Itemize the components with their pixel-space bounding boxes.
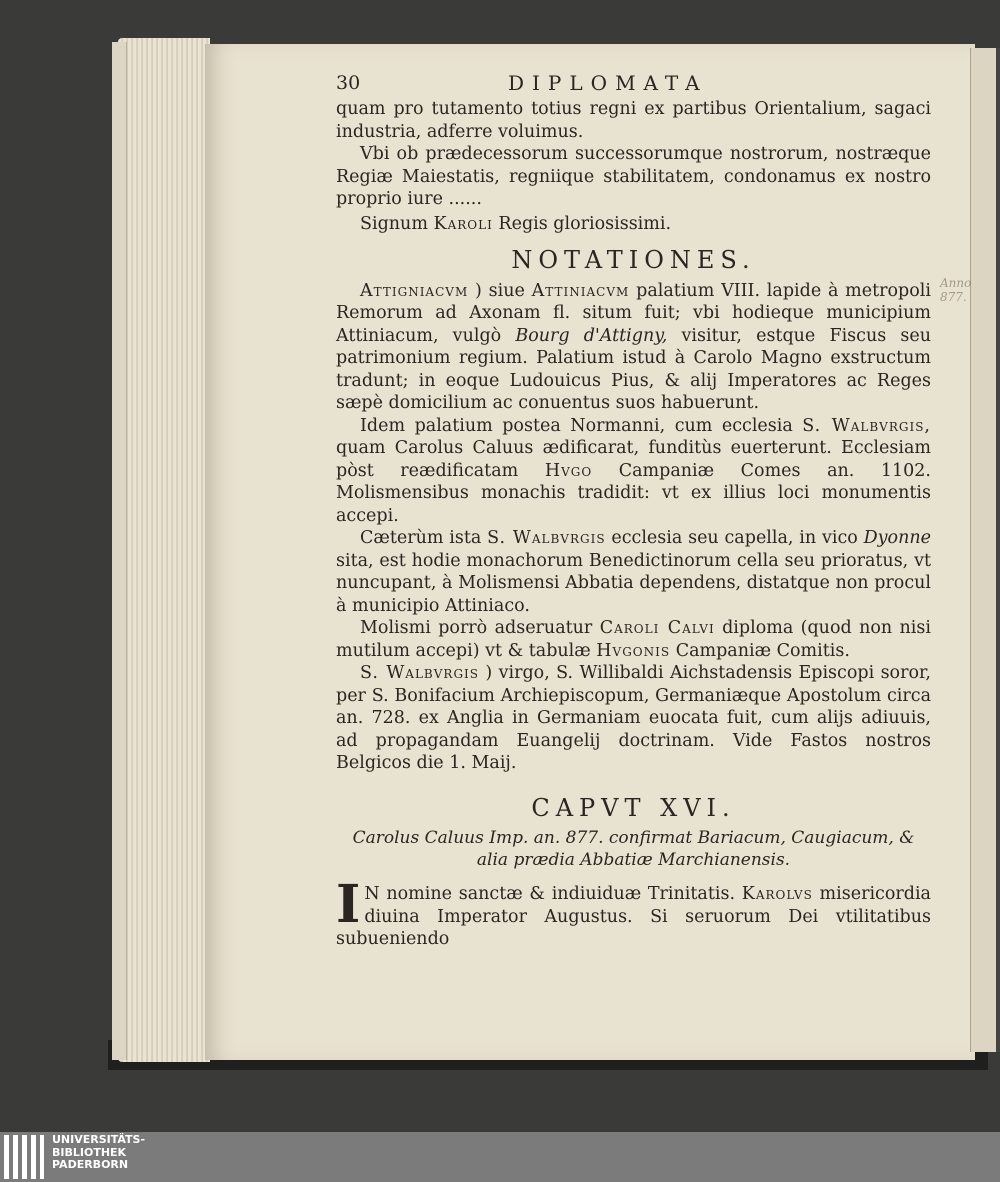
logo-line-2: BIBLIOTHEK [52, 1145, 127, 1159]
page-number: 30 [336, 72, 361, 94]
text-fragment: ecclesia seu capella, in vico [611, 528, 858, 548]
name-caroli-calvi: Caroli Calvi [599, 618, 715, 638]
text-fragment: ) virgo, S. Willibaldi Aichstadensis Episcopi soror, per S. Bonifacium Archiepiscopum, Germaniæque Apostolum circa an. 728. ex Anglia in Germaniam euocata fuit, cum alijs adiuuis, ad propagandam Euangelij doctrinam. Vide Fastos nostros Belgicos die 1. Maij. [336, 663, 931, 773]
text-fragment: Campaniæ Comes an. 1102. Molismensibus monachis tradidit: vt ex illius loci monumentis accepi. [336, 460, 931, 526]
logo-line-3: PADERBORN [52, 1158, 129, 1171]
lemma-attiniacum: Attiniacvm [531, 280, 630, 301]
text-fragment: diploma (quod non nisi mutilum accepi) vt & tabulæ [336, 618, 931, 661]
page-header [336, 72, 931, 98]
library-logo-text [52, 1134, 145, 1172]
text-fragment: misericordia diuina Imperator Augustus. Si seruorum Dei vtilitatibus subueniendo [336, 884, 931, 949]
logo-line-1: UNIVERSITÄTS- [52, 1133, 146, 1146]
running-head: DIPLOMATA [508, 71, 708, 95]
text-fragment: sita, est hodie monachorum Benedictinorum cella seu prioratus, vt nuncupant, à Molismensi Abbatia dependens, distatque non procul à municipio Attiniaco. [336, 550, 931, 616]
margin-note: Anno 877. [940, 276, 972, 304]
caput-subtitle [336, 827, 931, 871]
caput-body-text [336, 874, 931, 951]
paragraph-vbi: Vbi ob prædecessorum successorumque nostrorum, nostræque Regiæ Maiestatis, regniique stabilitatem, condonamus ex nostro proprio iure ...... [336, 144, 931, 209]
signum-line [336, 213, 931, 236]
text-fragment: Cæterùm ista [360, 528, 482, 548]
text-fragment: Idem palatium postea Normanni, cum ecclesia [360, 415, 793, 436]
library-bars-logo-icon [4, 1135, 46, 1179]
notationes-paragraph-3 [336, 527, 931, 617]
text-fragment: Campaniæ Comitis. [675, 640, 850, 661]
line-intro: quam pro tutamento totius regni ex partibus Orientalium, sagaci industria, adferre voluimus. [336, 99, 931, 142]
drop-cap: I [336, 874, 361, 935]
notationes-paragraph-5 [336, 662, 931, 775]
notationes-paragraph-4 [336, 617, 931, 662]
subtitle-line-2: alia prædia Abbatiæ Marchianensis. [476, 850, 791, 870]
page-text [336, 72, 931, 951]
notationes-paragraph-1 [336, 280, 931, 415]
name-walburgis: S. Walbvrgis [487, 528, 606, 548]
text-fragment: Molismi porrò adseruatur [360, 618, 593, 638]
text-fragment: N nomine sanctæ & indiuiduæ Trinitatis. [364, 884, 736, 904]
name-hugo: Hvgo [544, 460, 593, 481]
signum-suffix: Regis gloriosissimi. [498, 213, 672, 234]
text-fragment: palatium VIII. lapide à metropoli Remorum ad Axonam fl. situm fuit; vbi hodieque municipium Attiniacum, vulgò [336, 280, 931, 346]
name-walburgis: S. Walbvrgis, [802, 415, 931, 436]
notationes-paragraph-2 [336, 415, 931, 528]
notationes-heading: NOTATIONES. [511, 246, 756, 274]
name-hugonis: Hvgonis [596, 640, 671, 661]
signum-name: Karoli [433, 213, 493, 234]
subtitle-line-1: Carolus Caluus Imp. an. 877. confirmat Bariacum, Caugiacum, & [352, 828, 915, 848]
text-fragment: visitur, estque Fiscus seu patrimonium regium. Palatium istud à Carolo Magno exstructum tradunt; in eoque Ludouicus Pius, & alij Imperatores ac Reges sæpè domicilium ac conuentus suos habuerunt. [336, 325, 931, 413]
lemma-walburgis: S. Walbvrgis [360, 663, 480, 683]
text-fragment: ) siue [475, 280, 525, 301]
page-edges [118, 38, 210, 1062]
right-border [996, 48, 1000, 1052]
caput-heading: CAPVT XVI. [531, 793, 736, 822]
place-dyonne: Dyonne [863, 528, 931, 548]
name-karolus: Karolvs [741, 884, 813, 904]
cover-edge [112, 42, 127, 1060]
text-fragment: quam Carolus Caluus ædificarat, funditùs euerterunt. Ecclesiam pòst reædificatam [336, 438, 931, 481]
signum-prefix: Signum [360, 213, 428, 234]
caput-body [336, 874, 931, 951]
vernacular-name: Bourg d'Attigny, [515, 325, 668, 346]
footer-bar [0, 1132, 1000, 1182]
lemma-attigniacum: Attigniacvm [360, 280, 469, 301]
